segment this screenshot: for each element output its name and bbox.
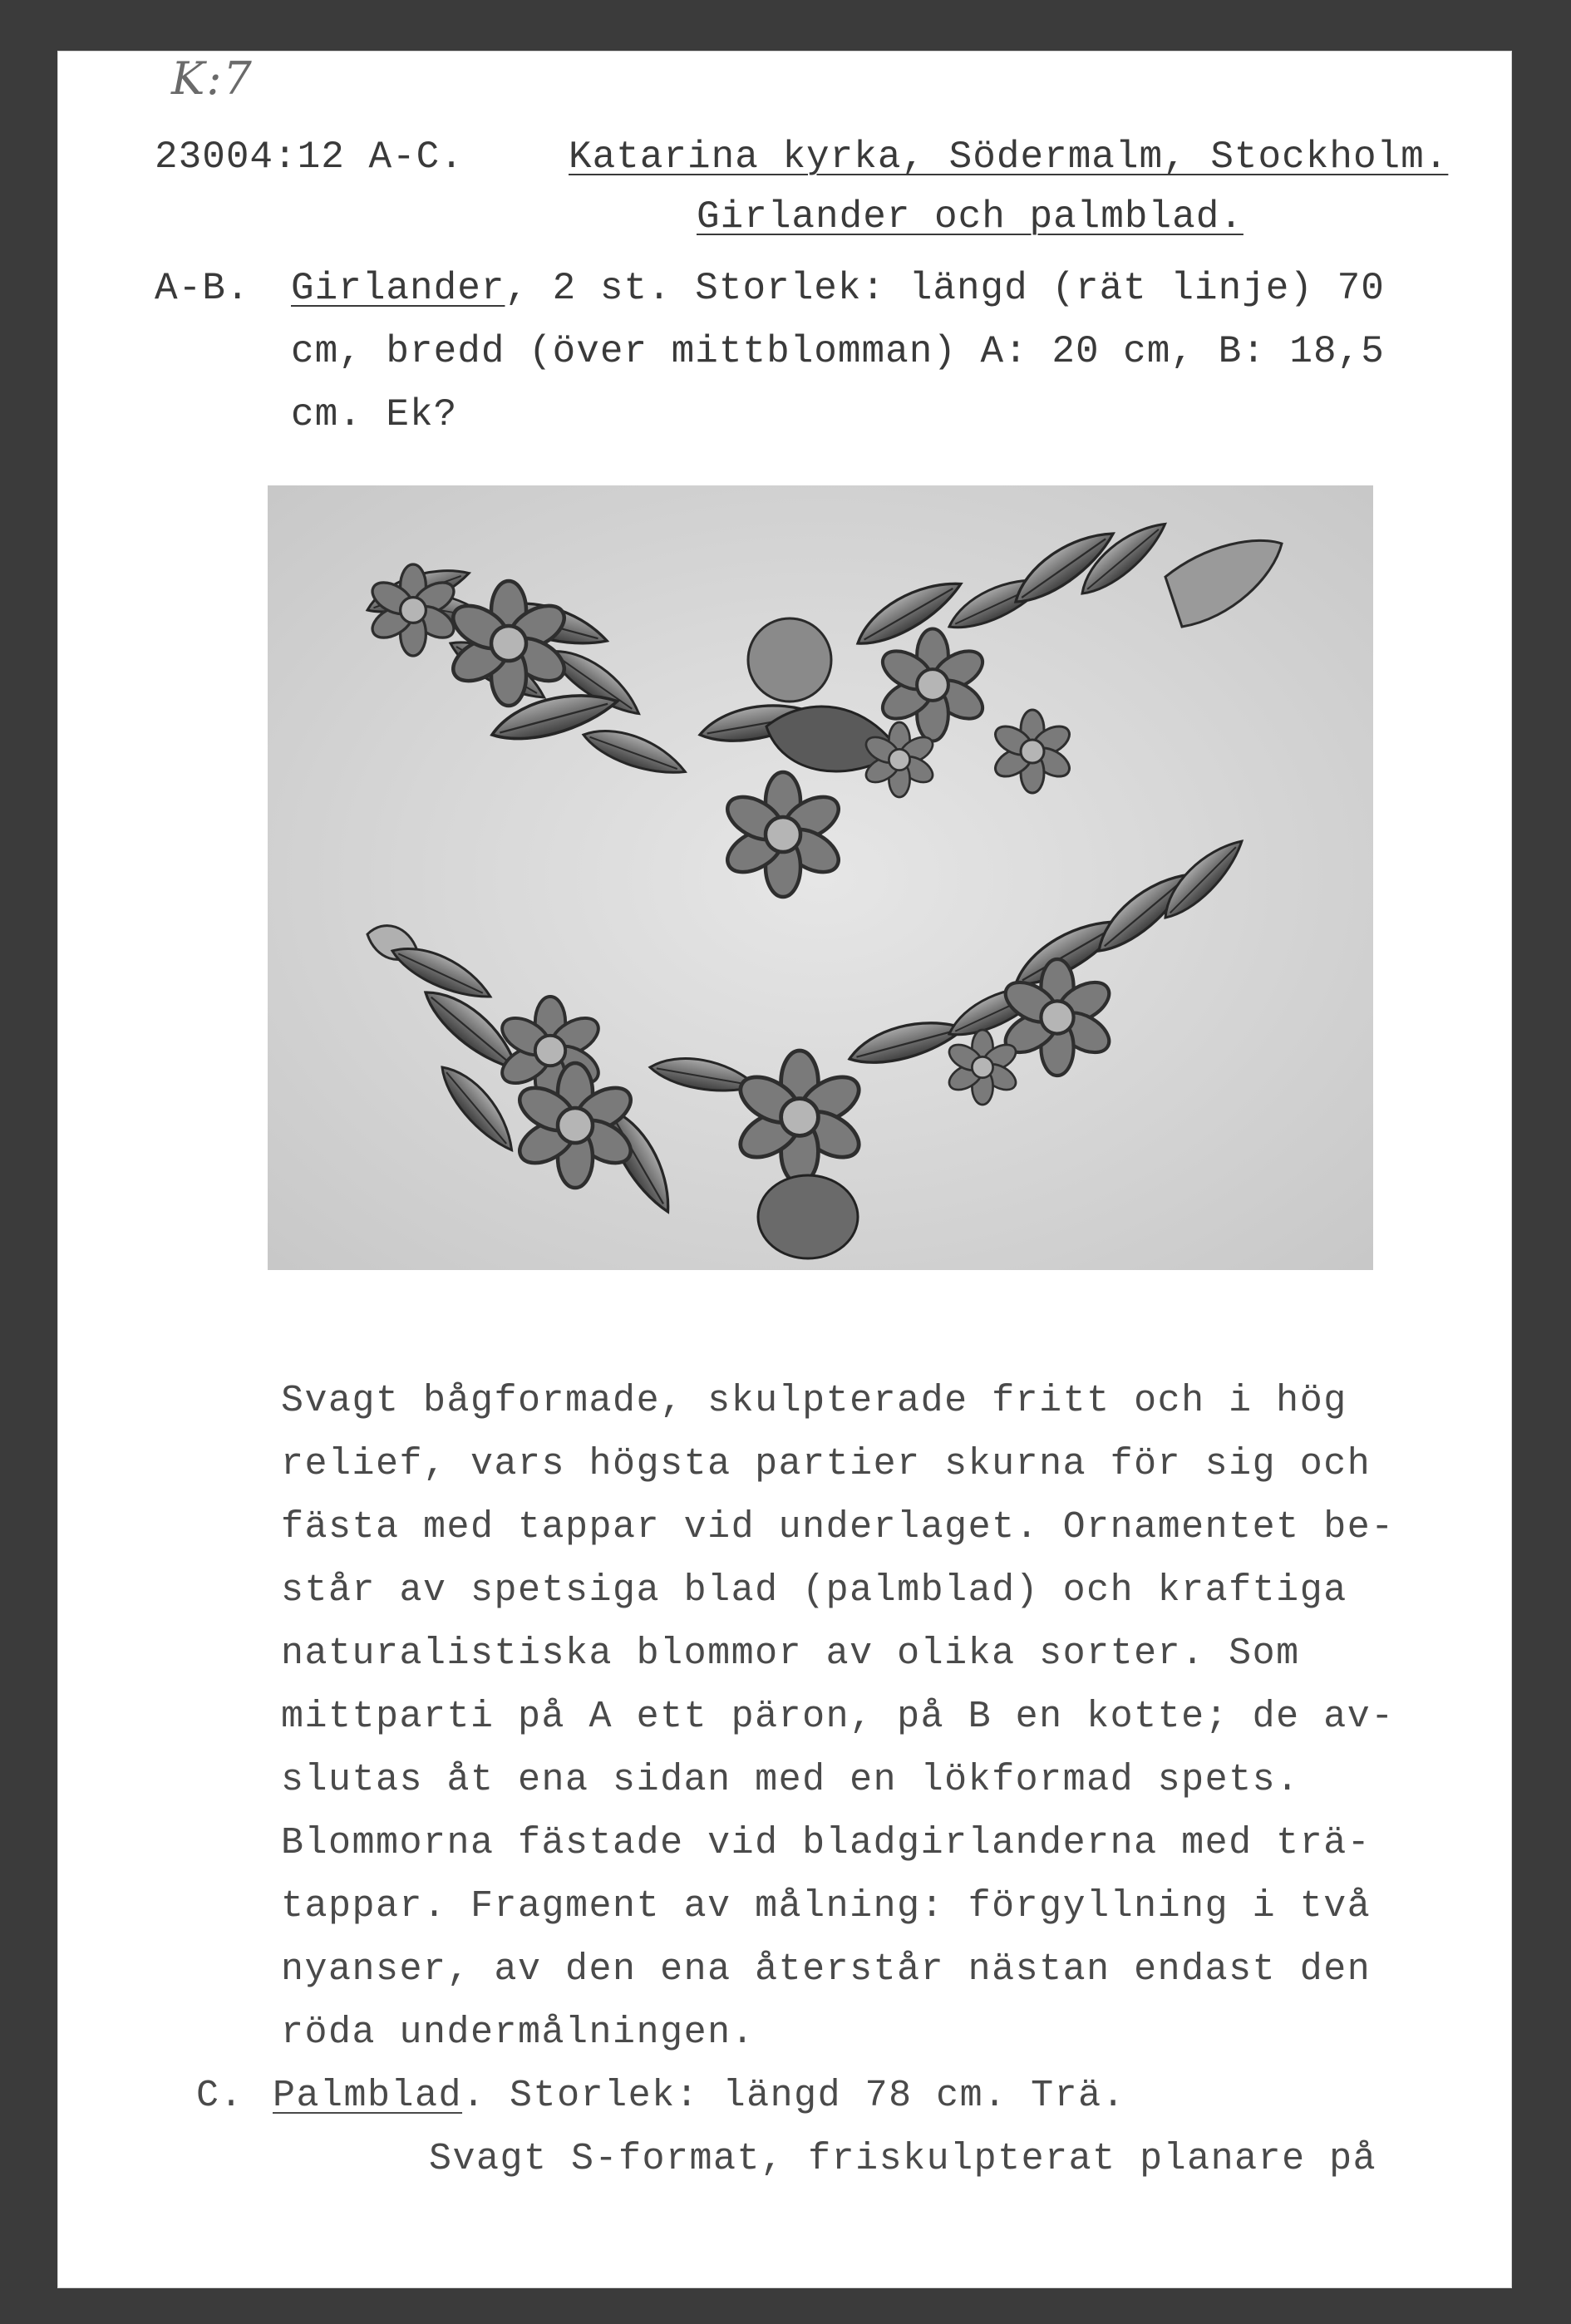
section-c-line	[273, 2077, 1125, 2115]
description-line-10: nyanser, av den ena återstår nästan endast den	[281, 1948, 1372, 1991]
section-c-title: Palmblad	[273, 2075, 463, 2117]
garland-photo-drawing	[268, 485, 1373, 1270]
description-line-1: Svagt bågformade, skulpterade fritt och i hög	[281, 1380, 1347, 1422]
section-ab-line-2: cm, bredd (över mittblomman) A: 20 cm, B: 18,5	[291, 330, 1385, 373]
section-c-continuation: Svagt S-format, friskulpterat planare på	[429, 2138, 1377, 2180]
catalog-card	[58, 52, 1511, 2287]
description-line-4: står av spetsiga blad (palmblad) och kraftiga	[281, 1569, 1347, 1612]
garland-photograph	[268, 485, 1373, 1270]
description-line-6: mittparti på A ett päron, på B en kotte; de av-	[281, 1696, 1395, 1738]
subject-title: Girlander och palmblad.	[697, 195, 1244, 239]
description-line-5: naturalistiska blommor av olika sorter. Som	[281, 1632, 1300, 1675]
description-line-3: fästa med tappar vid underlaget. Ornamentet be-	[281, 1506, 1395, 1549]
section-ab-line-3: cm. Ek?	[291, 393, 458, 436]
section-ab-label: A-B.	[155, 267, 250, 310]
location-title: Katarina kyrka, Södermalm, Stockholm.	[569, 135, 1449, 179]
handwritten-number: K:7	[171, 52, 254, 105]
section-ab-line-1	[291, 269, 1385, 308]
section-c-rest: . Storlek: längd 78 cm. Trä.	[462, 2075, 1126, 2117]
section-c-label: C.	[196, 2075, 244, 2117]
description-line-9: tappar. Fragment av målning: förgyllning i två	[281, 1885, 1372, 1928]
section-ab-line-1-text: , 2 st. Storlek: längd (rät linje) 70	[505, 267, 1385, 310]
description-line-7: slutas åt ena sidan med en lökformad spets.	[281, 1759, 1300, 1801]
description-line-11: röda undermålningen.	[281, 2011, 756, 2054]
description-line-2: relief, vars högsta partier skurna för sig och	[281, 1443, 1372, 1485]
section-ab-title: Girlander	[291, 267, 505, 310]
description-line-8: Blommorna fästade vid bladgirlanderna med trä-	[281, 1822, 1372, 1864]
inventory-number: 23004:12 A-C.	[155, 135, 464, 179]
